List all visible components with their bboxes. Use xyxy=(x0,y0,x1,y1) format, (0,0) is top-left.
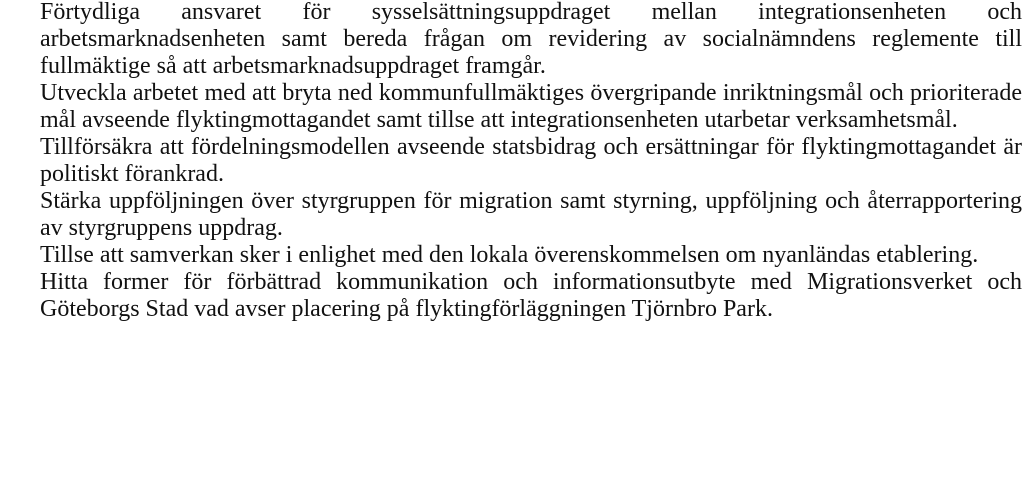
recommendation-2: Utveckla arbetet med att bryta ned kommunfullmäktiges övergripande inriktningsmål och prioriterade mål avseende flyktingmottagandet samt tillse att integrationsenheten utarbetar verksamhetsmål. xyxy=(40,80,1022,133)
recommendation-5: Tillse att samverkan sker i enlighet med den lokala överenskommelsen om nyanländas etablering. xyxy=(40,242,979,268)
recommendation-4: Stärka uppföljningen över styrgruppen för migration samt styrning, uppföljning och återrapportering av styrgruppens uppdrag. xyxy=(40,188,1022,241)
recommendation-1: Förtydliga ansvaret för sysselsättningsuppdraget mellan integrationsenheten och arbetsmarknadsenheten samt bereda frågan om revidering av socialnämndens reglemente till fullmäktige så att arbetsmarknadsuppdraget framgår. xyxy=(40,0,1022,79)
recommendation-3: Tillförsäkra att fördelningsmodellen avseende statsbidrag och ersättningar för flyktingmottagandet är politiskt förankrad. xyxy=(40,134,1022,187)
recommendation-6: Hitta former för förbättrad kommunikation och informationsutbyte med Migrationsverket och Göteborgs Stad vad avser placering på flyktingförläggningen Tjörnbro Park. xyxy=(40,269,1022,322)
